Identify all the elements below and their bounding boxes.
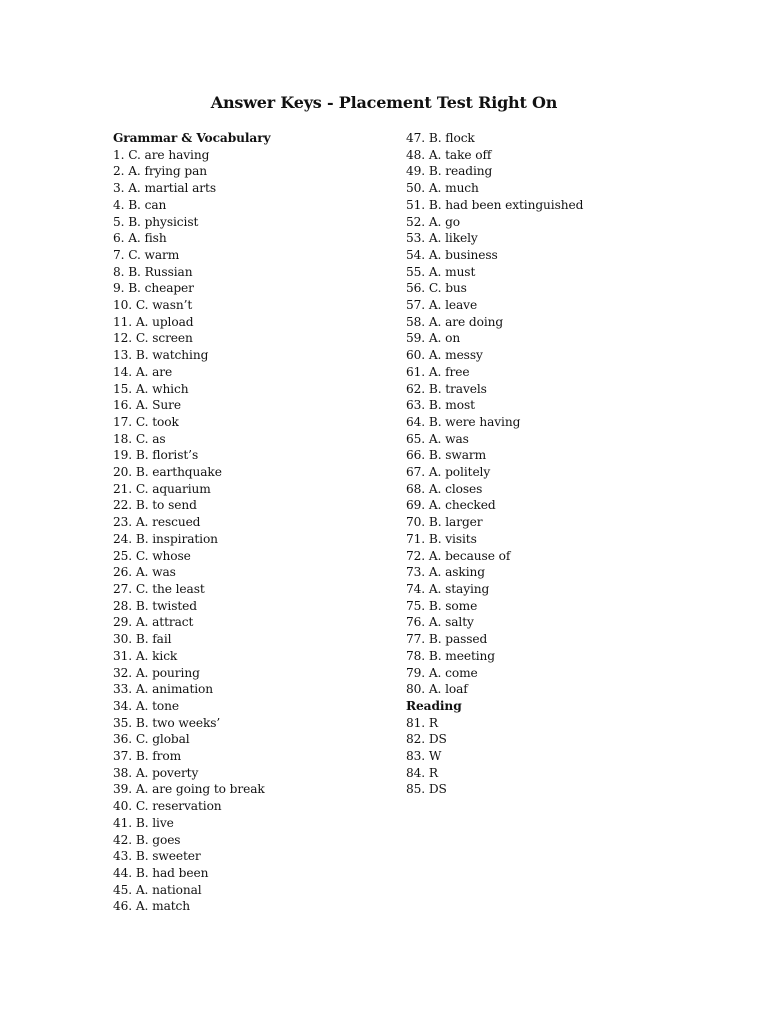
answer-item: 77. B. passed <box>406 632 488 647</box>
answer-list-right <box>406 130 583 698</box>
answer-item: 29. A. attract <box>113 615 194 630</box>
page-title: Answer Keys - Placement Test Right On <box>210 93 558 112</box>
answer-item: 31. A. kick <box>113 648 178 663</box>
answer-item: 43. B. sweeter <box>113 849 201 864</box>
answer-item: 69. A. checked <box>406 498 496 513</box>
answer-item: 83. W <box>406 749 442 764</box>
answer-item: 53. A. likely <box>406 231 478 246</box>
answer-item: 40. C. reservation <box>113 799 222 814</box>
answer-item: 15. A. which <box>113 381 189 396</box>
answer-item: 8. B. Russian <box>113 264 193 279</box>
answer-item: 76. A. salty <box>406 615 474 630</box>
answer-item: 54. A. business <box>406 247 498 262</box>
answer-item: 60. A. messy <box>406 348 483 363</box>
answer-item: 63. B. most <box>406 398 475 413</box>
answer-item: 84. R <box>406 765 438 780</box>
answer-item: 2. A. frying pan <box>113 164 208 179</box>
answer-item: 10. C. wasn’t <box>113 298 193 313</box>
answer-item: 32. A. pouring <box>113 665 200 680</box>
answer-item: 50. A. much <box>406 181 479 196</box>
answer-item: 5. B. physicist <box>113 214 199 229</box>
answer-item: 85. DS <box>406 782 447 797</box>
answer-item: 25. C. whose <box>113 548 191 563</box>
answer-item: 82. DS <box>406 732 447 747</box>
answer-list-left <box>113 147 271 915</box>
section-heading-reading: Reading <box>406 698 462 713</box>
answer-item: 17. C. took <box>113 414 179 429</box>
answer-item: 57. A. leave <box>406 298 478 313</box>
answer-item: 74. A. staying <box>406 581 490 596</box>
answer-item: 66. B. swarm <box>406 448 487 463</box>
answer-item: 14. A. are <box>113 364 173 379</box>
answer-item: 20. B. earthquake <box>113 465 222 480</box>
answer-item: 61. A. free <box>406 364 470 379</box>
answer-item: 55. A. must <box>406 264 476 279</box>
answer-item: 78. B. meeting <box>406 648 495 663</box>
answer-item: 18. C. as <box>113 431 166 446</box>
answer-item: 46. A. match <box>113 899 191 914</box>
answer-item: 1. C. are having <box>113 147 210 162</box>
answer-item: 49. B. reading <box>406 164 493 179</box>
answer-item: 30. B. fail <box>113 632 172 647</box>
answer-item: 38. A. poverty <box>113 765 199 780</box>
answer-item: 24. B. inspiration <box>113 531 218 546</box>
answer-item: 62. B. travels <box>406 381 487 396</box>
answer-item: 67. A. politely <box>406 465 491 480</box>
answer-item: 42. B. goes <box>113 832 181 847</box>
answer-item: 33. A. animation <box>113 682 214 697</box>
answer-item: 44. B. had been <box>113 865 209 880</box>
answer-item: 73. A. asking <box>406 565 485 580</box>
answer-item: 19. B. florist’s <box>113 448 199 463</box>
answer-item: 56. C. bus <box>406 281 467 296</box>
answer-item: 64. B. were having <box>406 414 521 429</box>
answer-item: 70. B. larger <box>406 515 483 530</box>
answer-item: 12. C. screen <box>113 331 193 346</box>
answer-item: 65. A. was <box>406 431 469 446</box>
answer-item: 68. A. closes <box>406 481 483 496</box>
answer-item: 28. B. twisted <box>113 598 197 613</box>
answer-item: 59. A. on <box>406 331 461 346</box>
answer-list-reading <box>406 715 583 799</box>
answer-item: 58. A. are doing <box>406 314 504 329</box>
answer-item: 45. A. national <box>113 882 202 897</box>
answer-item: 11. A. upload <box>113 314 194 329</box>
answer-item: 39. A. are going to break <box>113 782 265 797</box>
answer-item: 27. C. the least <box>113 581 205 596</box>
answer-item: 72. A. because of <box>406 548 511 563</box>
answer-item: 51. B. had been extinguished <box>406 197 584 212</box>
section-heading-grammar-vocabulary: Grammar & Vocabulary <box>113 131 271 145</box>
answer-item: 75. B. some <box>406 598 478 613</box>
answer-item: 41. B. live <box>113 815 174 830</box>
answer-item: 21. C. aquarium <box>113 481 211 496</box>
answer-item: 9. B. cheaper <box>113 281 194 296</box>
answer-item: 71. B. visits <box>406 531 477 546</box>
answer-item: 34. A. tone <box>113 698 180 713</box>
answer-item: 48. A. take off <box>406 147 492 162</box>
left-column <box>113 130 271 915</box>
answer-item: 6. A. fish <box>113 231 167 246</box>
answer-item: 3. A. martial arts <box>113 181 216 196</box>
answer-item: 52. A. go <box>406 214 461 229</box>
answer-item: 80. A. loaf <box>406 682 468 697</box>
answer-item: 7. C. warm <box>113 247 180 262</box>
answer-item: 23. A. rescued <box>113 515 201 530</box>
answer-item: 22. B. to send <box>113 498 197 513</box>
answer-item: 4. B. can <box>113 197 167 212</box>
answer-item: 37. B. from <box>113 749 182 764</box>
answer-item: 35. B. two weeks’ <box>113 715 221 730</box>
right-column <box>406 130 583 798</box>
answer-item: 26. A. was <box>113 565 176 580</box>
answer-item: 16. A. Sure <box>113 398 181 413</box>
answer-item: 13. B. watching <box>113 348 209 363</box>
answer-item: 79. A. come <box>406 665 478 680</box>
answer-item: 47. B. flock <box>406 131 475 145</box>
answer-item: 81. R <box>406 715 438 730</box>
answer-item: 36. C. global <box>113 732 190 747</box>
